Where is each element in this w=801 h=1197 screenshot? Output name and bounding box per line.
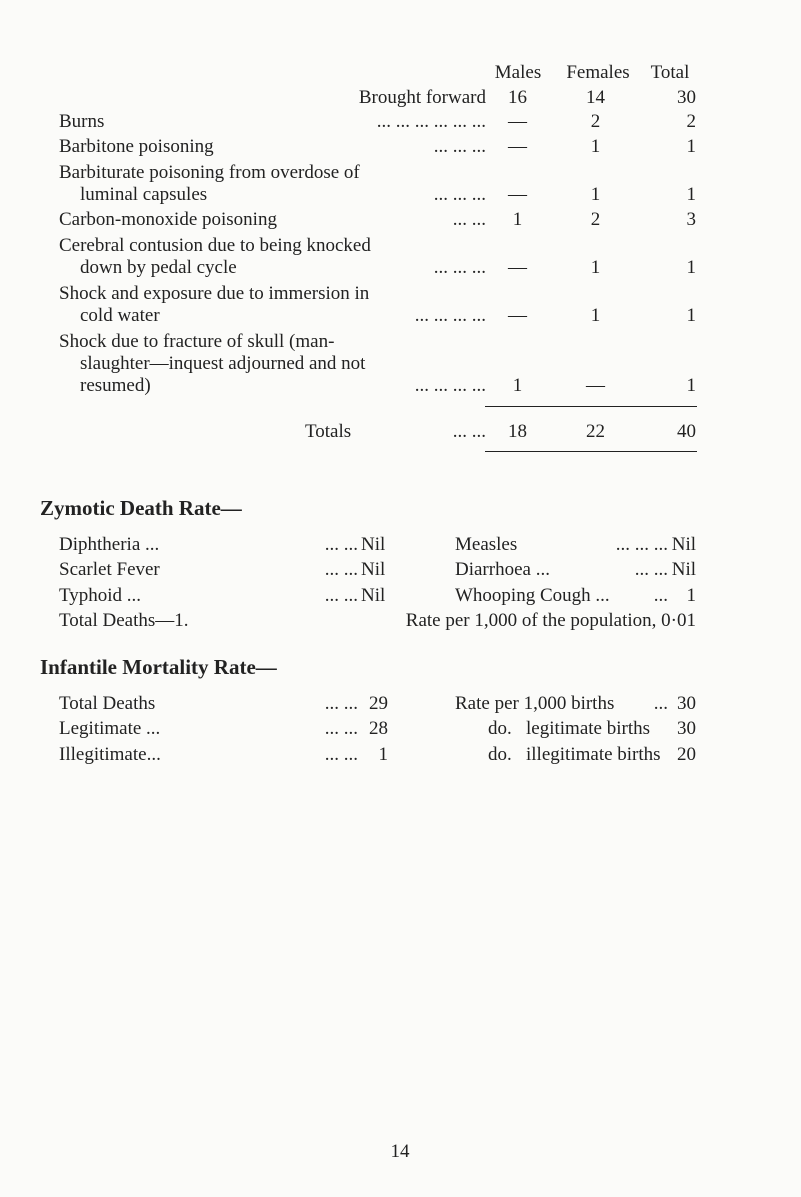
table-cell-males: — — [508, 257, 527, 278]
leader-dots: ... ... — [324, 718, 358, 739]
leader-dots: ... ... — [324, 693, 358, 714]
leader-dots: ... ... ... ... — [414, 305, 486, 326]
leader-dots: ... ... — [452, 421, 486, 442]
table-row-label-cont: down by pedal cycle — [80, 257, 237, 278]
leader-dots: ... ... — [324, 585, 358, 606]
table-row-label: Barbitone poisoning — [59, 136, 214, 157]
table-cell-females: 2 — [590, 209, 601, 230]
table-cell-total: 1 — [686, 305, 696, 326]
table-cell-females: 2 — [590, 111, 601, 132]
totals-label: Totals — [305, 421, 352, 442]
zymotic-right-label: Diarrhoea ... — [455, 559, 550, 580]
table-cell-total: 1 — [686, 375, 696, 396]
header-total: Total — [650, 62, 690, 83]
table-cell-females: 1 — [590, 257, 601, 278]
leader-dots: ... ... ... ... — [414, 375, 486, 396]
brought-forward-label: Brought forward — [358, 87, 486, 108]
table-cell-females: — — [586, 375, 605, 396]
totals-top-rule — [485, 406, 697, 407]
leader-dots: ... ... — [324, 744, 358, 765]
infantile-value: 28 — [369, 718, 388, 739]
table-row-label: Burns — [59, 111, 105, 132]
table-cell-males: — — [508, 136, 527, 157]
zymotic-left-value: Nil — [361, 534, 386, 555]
leader-dots: ... ... ... — [615, 534, 668, 555]
infantile-value: 1 — [378, 744, 388, 765]
table-cell-males: 1 — [512, 209, 523, 230]
leader-dots: ... ... ... — [433, 257, 486, 278]
infantile-rate: 30 — [677, 693, 696, 714]
table-row-label: Shock due to fracture of skull (man- — [59, 331, 335, 352]
table-row-label-cont: cold water — [80, 305, 160, 326]
totals-total: 40 — [677, 421, 696, 442]
infantile-label: Legitimate ... — [59, 718, 161, 739]
table-cell-total: 1 — [686, 257, 696, 278]
leader-dots: ... — [653, 693, 668, 714]
zymotic-right-label: Measles — [455, 534, 518, 555]
totals-males: 18 — [508, 421, 527, 442]
leader-dots: ... ... ... — [433, 136, 486, 157]
leader-dots: ... ... ... — [433, 184, 486, 205]
table-row-label: Barbiturate poisoning from overdose of — [59, 162, 360, 183]
table-cell-total: 2 — [686, 111, 696, 132]
table-cell-females: 1 — [590, 305, 601, 326]
table-cell-total: 3 — [686, 209, 696, 230]
table-cell-total: 1 — [686, 136, 696, 157]
table-cell-males: 1 — [512, 375, 523, 396]
infantile-value: 29 — [369, 693, 388, 714]
zymotic-left-label: Typhoid ... — [59, 585, 142, 606]
zymotic-right-label: Whooping Cough ... — [455, 585, 610, 606]
table-cell-females: 1 — [590, 136, 601, 157]
table-row-label: Shock and exposure due to immersion in — [59, 283, 370, 304]
zymotic-left-value: Nil — [361, 559, 386, 580]
section-heading-infantile: Infantile Mortality Rate— — [40, 655, 277, 679]
zymotic-left-label: Scarlet Fever — [59, 559, 160, 580]
table-row-label: Carbon-monoxide poisoning — [59, 209, 277, 230]
table-cell-males: — — [508, 111, 527, 132]
zymotic-right-value: 1 — [686, 585, 696, 606]
infantile-rate: 20 — [677, 744, 696, 765]
page-number: 14 — [390, 1141, 410, 1162]
table-cell-females: 1 — [590, 184, 601, 205]
zymotic-right-value: Nil — [671, 559, 696, 580]
section-heading-zymotic: Zymotic Death Rate— — [40, 496, 242, 520]
infantile-rate-label: do. legitimate births — [488, 718, 651, 739]
brought-forward-males: 16 — [508, 87, 527, 108]
header-females: Females — [566, 62, 630, 83]
leader-dots: ... ... ... ... ... ... — [376, 111, 486, 132]
table-cell-males: — — [508, 305, 527, 326]
table-row-label-cont: luminal capsules — [80, 184, 208, 205]
infantile-label: Total Deaths — [59, 693, 156, 714]
leader-dots: ... ... — [324, 534, 358, 555]
table-row-label-cont: resumed) — [80, 375, 151, 396]
table-row-label-cont: slaughter—inquest adjourned and not — [80, 353, 366, 374]
zymotic-left-value: Nil — [361, 585, 386, 606]
table-cell-total: 1 — [686, 184, 696, 205]
infantile-label: Illegitimate... — [59, 744, 161, 765]
brought-forward-total: 30 — [677, 87, 696, 108]
leader-dots: ... ... — [452, 209, 486, 230]
zymotic-total-deaths: Total Deaths—1. — [59, 610, 189, 631]
infantile-rate: 30 — [677, 718, 696, 739]
leader-dots: ... ... — [634, 559, 668, 580]
totals-females: 22 — [586, 421, 605, 442]
infantile-rate-label: do. illegitimate births — [488, 744, 661, 765]
leader-dots: ... — [653, 585, 668, 606]
brought-forward-females: 14 — [586, 87, 605, 108]
table-row-label: Cerebral contusion due to being knocked — [59, 235, 371, 256]
infantile-rate-label: Rate per 1,000 births — [455, 693, 615, 714]
totals-bottom-rule — [485, 451, 697, 452]
leader-dots: ... ... — [324, 559, 358, 580]
zymotic-rate: Rate per 1,000 of the population, 0·01 — [405, 610, 696, 631]
table-cell-males: — — [508, 184, 527, 205]
zymotic-right-value: Nil — [671, 534, 696, 555]
header-males: Males — [494, 62, 542, 83]
zymotic-left-label: Diphtheria ... — [59, 534, 160, 555]
